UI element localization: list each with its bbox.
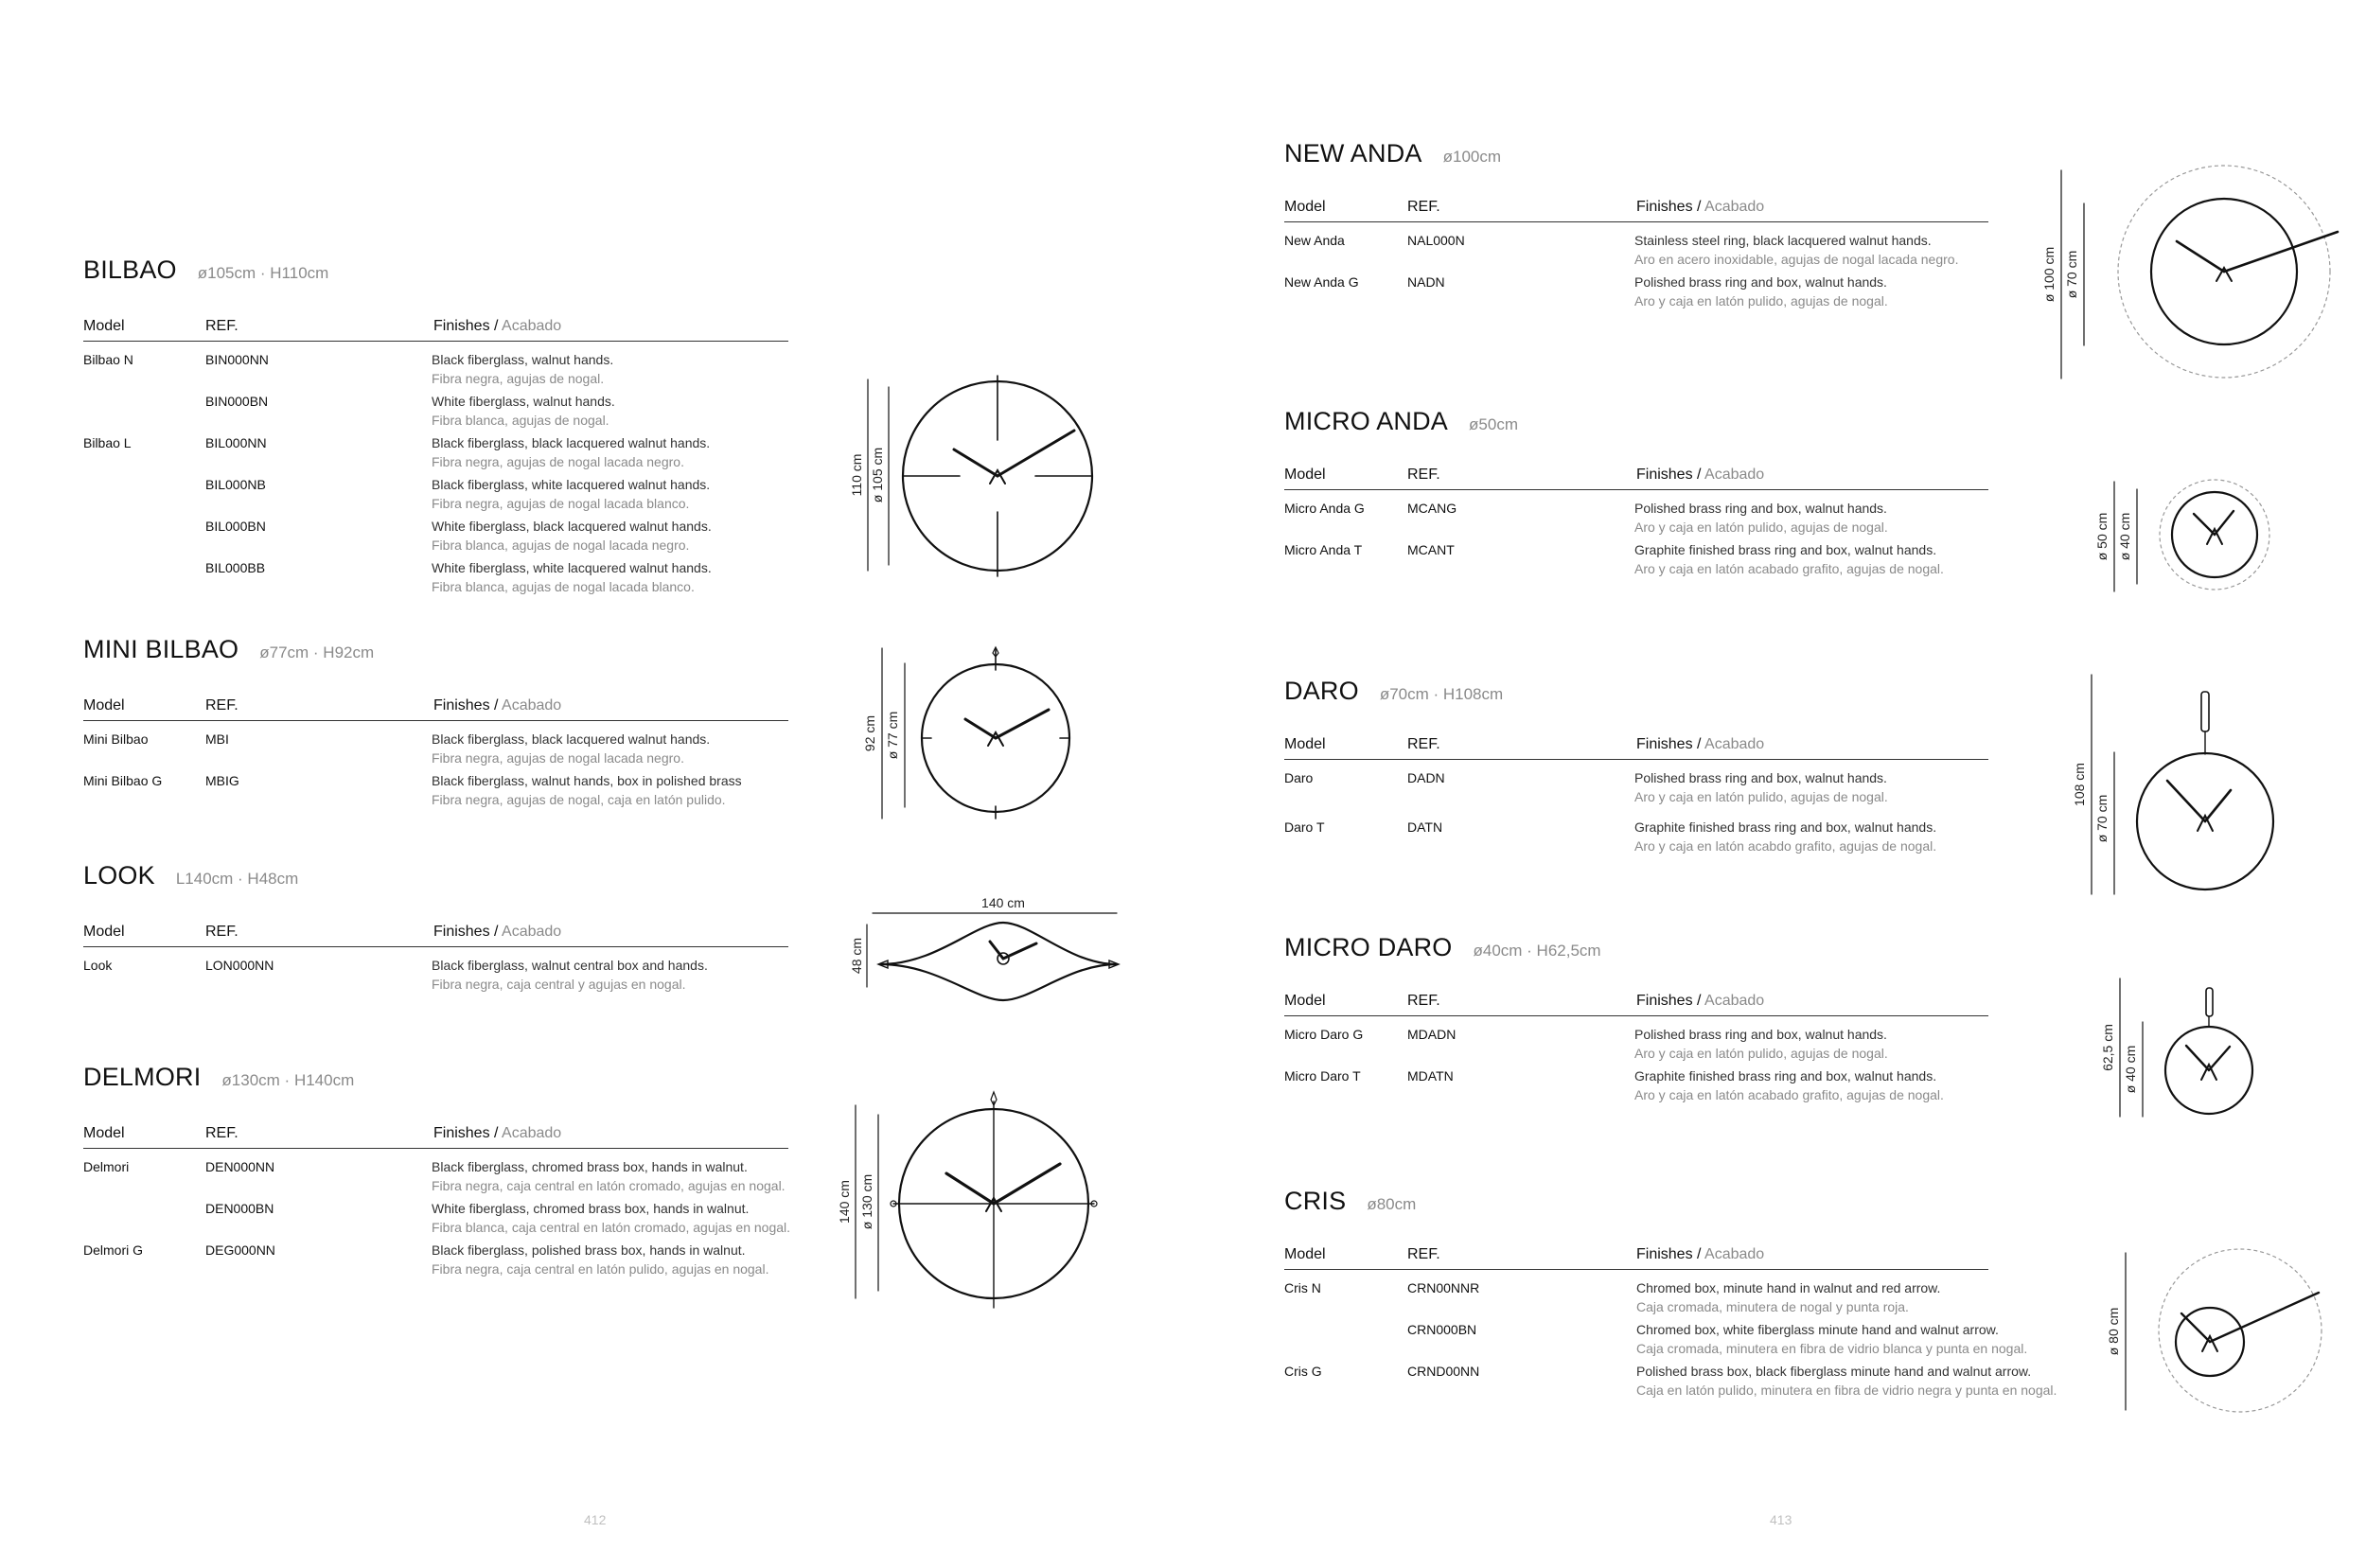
col-ref: REF. (1407, 199, 1440, 215)
cris-drawing (2101, 1240, 2347, 1419)
row-model: Micro Daro G (1284, 1027, 1364, 1042)
col-model: Model (1284, 199, 1326, 215)
row-finish-es: Caja cromada, minutera en fibra de vidrio blanca y punta en nogal. (1636, 1341, 2028, 1356)
product-dimensions: ø130cm · H140cm (221, 1071, 355, 1089)
row-finish-es: Aro y caja en latón pulido, agujas de nogal. (1634, 789, 1888, 804)
row-ref: MBIG (205, 773, 239, 788)
header-rule (1284, 1269, 1988, 1270)
col-ref: REF. (1407, 993, 1440, 1009)
col-model: Model (83, 697, 125, 714)
row-model: Mini Bilbao G (83, 773, 163, 788)
row-finish-en: Polished brass box, black fiberglass minute hand and walnut arrow. (1636, 1364, 2032, 1379)
row-finish-en: White fiberglass, chromed brass box, hands in walnut. (432, 1201, 750, 1216)
product-dimensions: ø70cm · H108cm (1379, 685, 1504, 703)
row-finish-en: Black fiberglass, walnut hands. (432, 352, 614, 367)
product-dimensions: ø105cm · H110cm (197, 264, 329, 282)
row-ref: CRND00NN (1407, 1364, 1480, 1379)
row-ref: DEN000NN (205, 1159, 275, 1174)
row-finish-en: White fiberglass, walnut hands. (432, 394, 615, 409)
col-ref: REF. (205, 1125, 238, 1141)
row-finish-en: Black fiberglass, chromed brass box, hands in walnut. (432, 1159, 748, 1174)
col-finishes: Finishes / (1636, 1246, 1702, 1262)
dimension-label: 108 cm (2072, 763, 2087, 806)
look-drawing (833, 894, 1136, 1008)
header-rule (83, 946, 788, 947)
product-name: MICRO ANDA (1284, 407, 1449, 435)
dimension-label: ø 130 cm (859, 1173, 874, 1230)
col-finishes: Finishes / (433, 924, 499, 940)
row-finish-es: Fibra blanca, agujas de nogal lacada negro. (432, 537, 690, 553)
row-ref: DEN000BN (205, 1201, 274, 1216)
new-anda-drawing (2035, 161, 2347, 388)
delmori-drawing (833, 1088, 1136, 1315)
col-model: Model (1284, 467, 1326, 483)
dimension-label: 140 cm (981, 895, 1025, 910)
product-heading (1284, 139, 1501, 168)
row-finish-es: Aro y caja en latón acabado grafito, agujas de nogal. (1634, 1087, 1944, 1102)
page-number: 413 (1770, 1512, 1792, 1527)
row-finish-es: Fibra blanca, caja central en latón cromado, agujas en nogal. (432, 1220, 791, 1235)
col-finishes-es: Acabado (1704, 993, 1765, 1009)
row-finish-en: White fiberglass, white lacquered walnut hands. (432, 560, 712, 575)
header-rule (83, 341, 788, 342)
row-finish-es: Aro en acero inoxidable, agujas de nogal lacada negro. (1634, 252, 1959, 267)
dimension-label: 62,5 cm (2100, 1024, 2115, 1071)
col-finishes: Finishes / (1636, 199, 1702, 215)
row-ref: DADN (1407, 770, 1445, 785)
row-finish-en: Polished brass ring and box, walnut hands. (1634, 274, 1887, 290)
product-heading (83, 1063, 354, 1092)
col-finishes: Finishes / (433, 318, 499, 334)
row-finish-en: Black fiberglass, polished brass box, hands in walnut. (432, 1242, 746, 1258)
pendant-bar (2201, 692, 2209, 731)
header-rule (1284, 221, 1988, 222)
dimension-label: ø 40 cm (2123, 1045, 2138, 1094)
product-name: MINI BILBAO (83, 635, 239, 663)
header-rule (1284, 759, 1988, 760)
header-rule (83, 1148, 788, 1149)
col-finishes-es: Acabado (1704, 1246, 1765, 1262)
row-finish-es: Fibra negra, caja central en latón pulido, agujas en nogal. (432, 1261, 769, 1277)
row-finish-es: Fibra negra, agujas de nogal lacada negro. (432, 750, 684, 766)
look-body-top (880, 923, 1117, 964)
row-model: Mini Bilbao (83, 731, 149, 747)
row-ref: MCANT (1407, 542, 1455, 557)
product-name: BILBAO (83, 255, 177, 284)
row-model: Micro Anda T (1284, 542, 1363, 557)
product-name: LOOK (83, 861, 155, 890)
row-finish-es: Fibra negra, caja central y agujas en nogal. (432, 977, 686, 992)
product-dimensions: ø50cm (1469, 415, 1518, 433)
row-finish-es: Fibra negra, agujas de nogal lacada negro. (432, 454, 684, 469)
row-finish-es: Aro y caja en latón pulido, agujas de nogal. (1634, 520, 1888, 535)
col-finishes: Finishes / (1636, 467, 1702, 483)
row-ref: BIN000BN (205, 394, 269, 409)
row-finish-en: Black fiberglass, black lacquered walnut hands. (432, 435, 711, 450)
col-finishes-es: Acabado (502, 697, 562, 714)
row-model: Micro Anda G (1284, 501, 1365, 516)
dimension-label: ø 50 cm (2094, 512, 2110, 561)
product-heading (1284, 1187, 1416, 1216)
row-finish-es: Caja en latón pulido, minutera en fibra de vidrio negra y punta en nogal. (1636, 1383, 2057, 1398)
product-name: DARO (1284, 677, 1359, 705)
row-finish-en: Polished brass ring and box, walnut hands. (1634, 770, 1887, 785)
product-name: MICRO DARO (1284, 933, 1453, 961)
row-ref: MDATN (1407, 1068, 1454, 1084)
col-model: Model (83, 1125, 125, 1141)
row-ref: CRN000BN (1407, 1322, 1477, 1337)
row-ref: DATN (1407, 819, 1443, 835)
row-finish-en: Graphite finished brass ring and box, walnut hands. (1634, 542, 1937, 557)
product-heading (1284, 677, 1503, 706)
row-finish-es: Aro y caja en latón acabdo grafito, agujas de nogal. (1634, 838, 1937, 854)
dimension-label: ø 70 cm (2094, 794, 2110, 843)
row-finish-es: Fibra blanca, agujas de nogal. (432, 413, 609, 428)
col-model: Model (1284, 736, 1326, 752)
dimension-label: ø 100 cm (2041, 246, 2057, 303)
col-finishes: Finishes / (1636, 736, 1702, 752)
row-model: New Anda G (1284, 274, 1359, 290)
col-ref: REF. (205, 318, 238, 334)
right-page (1183, 0, 2366, 1568)
row-ref: LON000NN (205, 958, 274, 973)
product-heading (83, 861, 298, 890)
product-dimensions: ø100cm (1442, 148, 1502, 166)
row-finish-es: Aro y caja en latón pulido, agujas de nogal. (1634, 293, 1888, 308)
col-finishes-es: Acabado (502, 924, 562, 940)
header-rule (83, 720, 788, 721)
col-finishes-es: Acabado (1704, 467, 1765, 483)
col-finishes-es: Acabado (502, 318, 562, 334)
product-name: DELMORI (83, 1063, 202, 1091)
product-heading (83, 635, 374, 664)
hour-hand (954, 449, 998, 476)
row-ref: DEG000NN (205, 1242, 275, 1258)
row-model: Look (83, 958, 113, 973)
product-heading (1284, 933, 1601, 962)
row-finish-es: Caja cromada, minutera de nogal y punta roja. (1636, 1299, 1909, 1314)
row-ref: MBI (205, 731, 229, 747)
col-ref: REF. (205, 924, 238, 940)
mini-bilbao-drawing (833, 643, 1098, 833)
col-finishes-es: Acabado (1704, 199, 1765, 215)
row-finish-en: White fiberglass, black lacquered walnut hands. (432, 519, 712, 534)
row-model: Cris G (1284, 1364, 1322, 1379)
row-finish-es: Fibra negra, agujas de nogal lacada blanco. (432, 496, 690, 511)
row-ref: BIL000BB (205, 560, 266, 575)
col-model: Model (83, 924, 125, 940)
row-finish-es: Fibra negra, agujas de nogal. (432, 371, 605, 386)
product-name: CRIS (1284, 1187, 1347, 1215)
header-rule (1284, 1015, 1988, 1016)
col-finishes-es: Acabado (1704, 736, 1765, 752)
dimension-label: 48 cm (849, 937, 864, 975)
col-model: Model (83, 318, 125, 334)
col-ref: REF. (205, 697, 238, 714)
row-ref: MCANG (1407, 501, 1457, 516)
row-finish-es: Fibra negra, agujas de nogal, caja en latón pulido. (432, 792, 726, 807)
product-heading (83, 255, 328, 285)
product-heading (1284, 407, 1518, 436)
product-dimensions: ø40cm · H62,5cm (1473, 942, 1601, 960)
col-finishes: Finishes / (1636, 993, 1702, 1009)
row-finish-es: Aro y caja en latón acabado grafito, agujas de nogal. (1634, 561, 1944, 576)
page-number: 412 (584, 1512, 607, 1527)
row-finish-en: Stainless steel ring, black lacquered walnut hands. (1634, 233, 1932, 248)
product-dimensions: L140cm · H48cm (175, 870, 299, 888)
outer-dashed-circle (2159, 1249, 2322, 1412)
minute-hand (998, 431, 1074, 476)
product-dimensions: ø80cm (1367, 1195, 1417, 1213)
row-ref: BIL000NB (205, 477, 266, 492)
row-finish-en: Black fiberglass, white lacquered walnut hands. (432, 477, 711, 492)
row-ref: NAL000N (1407, 233, 1465, 248)
dimension-label: 110 cm (849, 453, 864, 497)
row-ref: BIL000BN (205, 519, 266, 534)
row-finish-en: Black fiberglass, walnut hands, box in polished brass (432, 773, 742, 788)
row-ref: BIL000NN (205, 435, 267, 450)
row-finish-en: Polished brass ring and box, walnut hands. (1634, 501, 1887, 516)
row-model: Daro (1284, 770, 1314, 785)
dimension-label: 140 cm (837, 1180, 852, 1224)
col-finishes: Finishes / (433, 697, 499, 714)
product-dimensions: ø77cm · H92cm (259, 643, 375, 661)
row-finish-en: Polished brass ring and box, walnut hands. (1634, 1027, 1887, 1042)
dimension-label: ø 70 cm (2064, 250, 2079, 299)
dimension-label: ø 40 cm (2117, 512, 2132, 561)
row-finish-en: Graphite finished brass ring and box, walnut hands. (1634, 1068, 1937, 1084)
row-model: Daro T (1284, 819, 1325, 835)
row-finish-en: Graphite finished brass ring and box, walnut hands. (1634, 819, 1937, 835)
row-model: Delmori (83, 1159, 130, 1174)
row-model: Micro Daro T (1284, 1068, 1361, 1084)
col-ref: REF. (1407, 736, 1440, 752)
col-ref: REF. (1407, 467, 1440, 483)
row-finish-en: Black fiberglass, black lacquered walnut hands. (432, 731, 711, 747)
col-ref: REF. (1407, 1246, 1440, 1262)
header-rule (1284, 489, 1988, 490)
micro-daro-drawing (2092, 965, 2300, 1136)
row-model: Cris N (1284, 1280, 1321, 1295)
product-name: NEW ANDA (1284, 139, 1422, 167)
daro-drawing (2063, 667, 2290, 913)
bilbao-drawing (833, 364, 1136, 591)
col-finishes-es: Acabado (502, 1125, 562, 1141)
row-model: Delmori G (83, 1242, 144, 1258)
look-body-bottom (880, 964, 1117, 1000)
micro-anda-drawing (2092, 468, 2300, 601)
row-ref: MDADN (1407, 1027, 1457, 1042)
row-ref: NADN (1407, 274, 1445, 290)
col-model: Model (1284, 1246, 1326, 1262)
row-finish-en: Chromed box, minute hand in walnut and red arrow. (1636, 1280, 1941, 1295)
row-finish-es: Fibra blanca, agujas de nogal lacada blanco. (432, 579, 695, 594)
dimension-label: ø 80 cm (2106, 1307, 2121, 1356)
row-model: Bilbao N (83, 352, 133, 367)
row-finish-es: Aro y caja en latón pulido, agujas de nogal. (1634, 1046, 1888, 1061)
row-finish-en: Chromed box, white fiberglass minute hand and walnut arrow. (1636, 1322, 1999, 1337)
row-model: Bilbao L (83, 435, 132, 450)
dimension-label: ø 105 cm (870, 447, 885, 503)
row-ref: BIN000NN (205, 352, 269, 367)
row-ref: CRN00NNR (1407, 1280, 1480, 1295)
col-model: Model (1284, 993, 1326, 1009)
row-model: New Anda (1284, 233, 1345, 248)
row-finish-en: Black fiberglass, walnut central box and hands. (432, 958, 708, 973)
col-finishes: Finishes / (433, 1125, 499, 1141)
row-finish-es: Fibra negra, caja central en latón cromado, agujas en nogal. (432, 1178, 786, 1193)
dimension-label: ø 77 cm (885, 711, 900, 760)
dimension-label: 92 cm (862, 714, 877, 752)
